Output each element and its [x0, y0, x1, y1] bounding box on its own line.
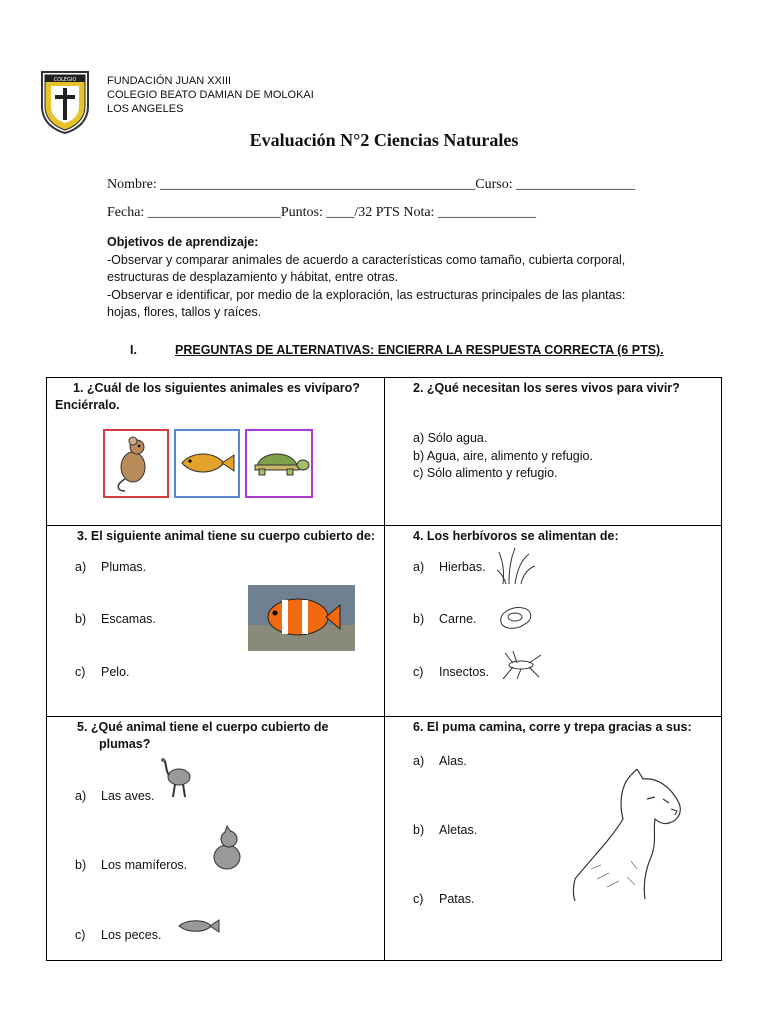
option-a[interactable]: a) Sólo agua. — [413, 431, 488, 445]
logo-text: COLEGIO — [53, 77, 77, 83]
question-1 — [47, 378, 385, 526]
section-number: I. — [130, 343, 137, 357]
objectives-heading: Objetivos de aprendizaje: — [107, 235, 259, 249]
objective-line: -Observar y comparar animales de acuerdo a características como tamaño, cubierta corporal, — [107, 252, 626, 267]
grass-icon — [497, 546, 537, 586]
meat-icon — [497, 604, 535, 632]
question-3-text: 3. El siguiente animal tiene su cuerpo cubierto de: — [77, 529, 375, 543]
objective-line: estructuras de desplazamiento y hábitat, entre otras. — [107, 270, 399, 284]
question-2 — [385, 378, 722, 526]
option-b[interactable]: b) Los mamíferos. — [75, 858, 188, 872]
option-c[interactable]: c) Patas. — [413, 892, 475, 906]
question-5-text: 5. ¿Qué animal tiene el cuerpo cubierto de plumas? — [77, 720, 329, 751]
question-6-text: 6. El puma camina, corre y trepa gracias a sus: — [413, 720, 692, 734]
objective-line: -Observar e identificar, por medio de la exploración, las estructuras principales de las plantas: — [107, 287, 626, 302]
name-course-line[interactable]: Nombre: _____________________________________________Curso: _________________ — [107, 177, 636, 192]
objective-line: hojas, flores, tallos y raíces. — [107, 305, 262, 319]
school-header — [107, 74, 314, 116]
question-1-text: 1. ¿Cuál de los siguientes animales es vivíparo? Enciérralo. — [55, 381, 360, 412]
clownfish-picture — [248, 585, 355, 651]
option-c[interactable]: c) Insectos. — [413, 665, 490, 679]
school-line-1: FUNDACIÓN JUAN XXIII — [107, 75, 232, 87]
date-points-grade-line[interactable]: Fecha: ___________________Puntos: ____/32 PTS Nota: ______________ — [107, 205, 536, 220]
turtle-option-picture[interactable] — [245, 429, 313, 498]
section-title: PREGUNTAS DE ALTERNATIVAS: ENCIERRA LA RESPUESTA CORRECTA (6 PTS). — [175, 343, 664, 357]
option-b[interactable]: b) Aletas. — [413, 823, 478, 837]
option-a[interactable]: a) Alas. — [413, 754, 467, 768]
option-b[interactable]: b) Escamas. — [75, 612, 156, 626]
mammal-icon — [207, 825, 245, 871]
puma-picture — [571, 769, 689, 901]
option-b[interactable]: b) Agua, aire, alimento y refugio. — [413, 449, 593, 463]
school-line-3: LOS ANGELES — [107, 103, 184, 115]
option-c[interactable]: c) Sólo alimento y refugio. — [413, 466, 558, 480]
fish-icon — [177, 917, 221, 935]
page-title: Evaluación N°2 Ciencias Naturales — [249, 130, 519, 150]
question-6 — [385, 717, 722, 961]
option-c[interactable]: c) Pelo. — [75, 665, 130, 679]
option-c[interactable]: c) Los peces. — [75, 928, 162, 942]
option-a[interactable]: a) Plumas. — [75, 560, 147, 574]
school-crest-logo — [40, 70, 90, 134]
school-line-2: COLEGIO BEATO DAMIAN DE MOLOKAI — [107, 89, 314, 101]
learning-objectives — [107, 234, 667, 322]
option-a[interactable]: a) Las aves. — [75, 789, 155, 803]
question-3 — [47, 526, 385, 717]
questions-table — [46, 377, 722, 961]
question-2-text: 2. ¿Qué necesitan los seres vivos para vivir? — [413, 381, 680, 395]
option-a[interactable]: a) Hierbas. — [413, 560, 486, 574]
question-5 — [47, 717, 385, 961]
question-4 — [385, 526, 722, 717]
option-b[interactable]: b) Carne. — [413, 612, 477, 626]
ostrich-icon — [159, 757, 199, 799]
insect-icon — [499, 651, 545, 681]
mouse-option-picture[interactable] — [103, 429, 169, 498]
fish-option-picture[interactable] — [174, 429, 240, 498]
question-4-text: 4. Los herbívoros se alimentan de: — [413, 529, 619, 543]
